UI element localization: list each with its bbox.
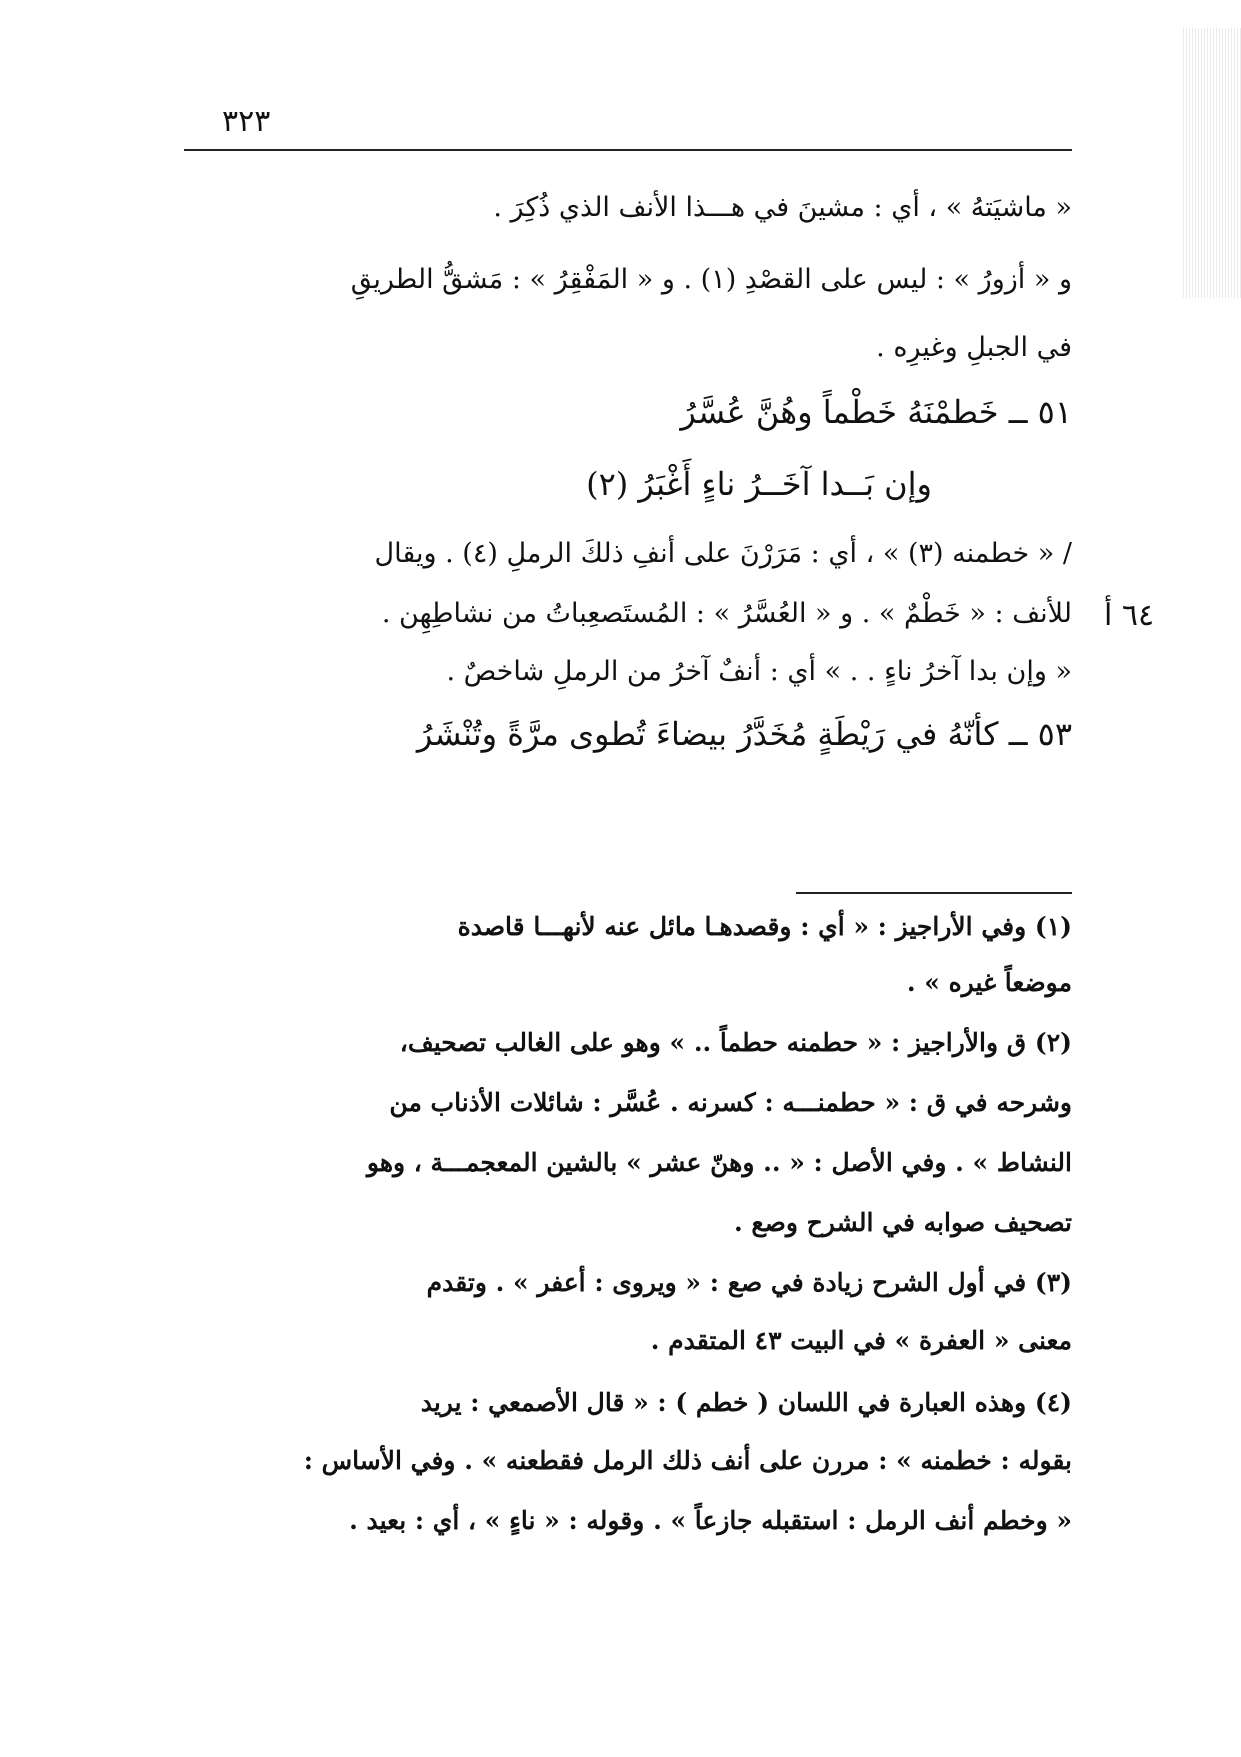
verse-53: ٥٣ ــ كأنّهُ في رَيْطَةٍ مُخَدَّرُ بيضاءَ تُطوى مرَّةً وتُنْشَرُ [416, 715, 1072, 753]
footnote-line-2: موضعاً غيره » . [906, 968, 1072, 997]
body-line-6: « وإن بدا آخرُ ناءٍ . . » أي : أنفٌ آخرُ من الرملِ شاخصٌ . [446, 656, 1072, 687]
footnote-line-5: النشاط » . وفي الأصل : « .. وهنّ عشر » بالشين المعجمـــة ، وهو [366, 1148, 1072, 1177]
main-text [184, 170, 1072, 753]
footnote-line-10: بقوله : خطمنه » : مررن على أنف ذلك الرمل فقطعنه » . وفي الأساس : [303, 1446, 1072, 1475]
body-line-5: للأنف : « خَطْمٌ » . و « العُسَّرُ » : المُستَصعِباتُ من نشاطِهِن . [381, 598, 1072, 629]
footnote-line-7: (٣) في أول الشرح زيادة في صع : « ويروى : أعفر » . وتقدم [426, 1268, 1072, 1297]
footnote-line-1: (١) وفي الأراجيز : « أي : وقصدهـا مائل عنه لأنهـــا قاصدة [457, 912, 1072, 941]
footnote-line-11: « وخطم أنف الرمل : استقبله جازعاً » . وقوله : « ناءٍ » ، أي : بعيد . [349, 1506, 1072, 1535]
footnotes [184, 908, 1072, 1548]
margin-folio-note: ٦٤ أ [1104, 598, 1155, 633]
verse-51-first-hemistich: ٥١ ــ خَطمْنَهُ خَطْماً وهُنَّ عُسَّرُ [680, 393, 1072, 431]
footnote-line-9: (٤) وهذه العبارة في اللسان ( خطم ) : « قال الأصمعي : يريد [420, 1388, 1072, 1417]
footnote-line-8: معنى « العفرة » في البيت ٤٣ المتقدم . [650, 1326, 1072, 1355]
body-line-3: في الجبلِ وغيرِه . [876, 332, 1072, 363]
body-line-1: « ماشيَتهُ » ، أي : مشينَ في هـــذا الأنف الذي ذُكِرَ . [493, 192, 1072, 223]
header-rule [184, 149, 1072, 151]
page-number: ٣٢٣ [222, 104, 271, 139]
footnote-line-6: تصحيف صوابه في الشرح وصع . [733, 1208, 1072, 1237]
footnote-rule [796, 892, 1072, 894]
body-line-2: و « أزورُ » : ليس على القصْدِ (١) . و « المَفْقِرُ » : مَشقُّ الطريقِ [350, 264, 1072, 295]
verse-51-second-hemistich: وإن بَــدا آخَــرُ ناءٍ أَغْبَرُ (٢) [586, 465, 932, 503]
footnote-line-3: (٢) ق والأراجيز : « حطمنه حطماً .. » وهو على الغالب تصحيف، [399, 1028, 1072, 1057]
footnote-line-4: وشرحه في ق : « حطمنـــه : كسرنه . عُسَّر : شائلات الأذناب من [389, 1088, 1072, 1117]
scan-edge-shadow [1183, 28, 1241, 298]
body-line-4: / « خطمنه (٣) » ، أي : مَرَرْنَ على أنفِ ذلكَ الرملِ (٤) . ويقال [374, 538, 1072, 569]
